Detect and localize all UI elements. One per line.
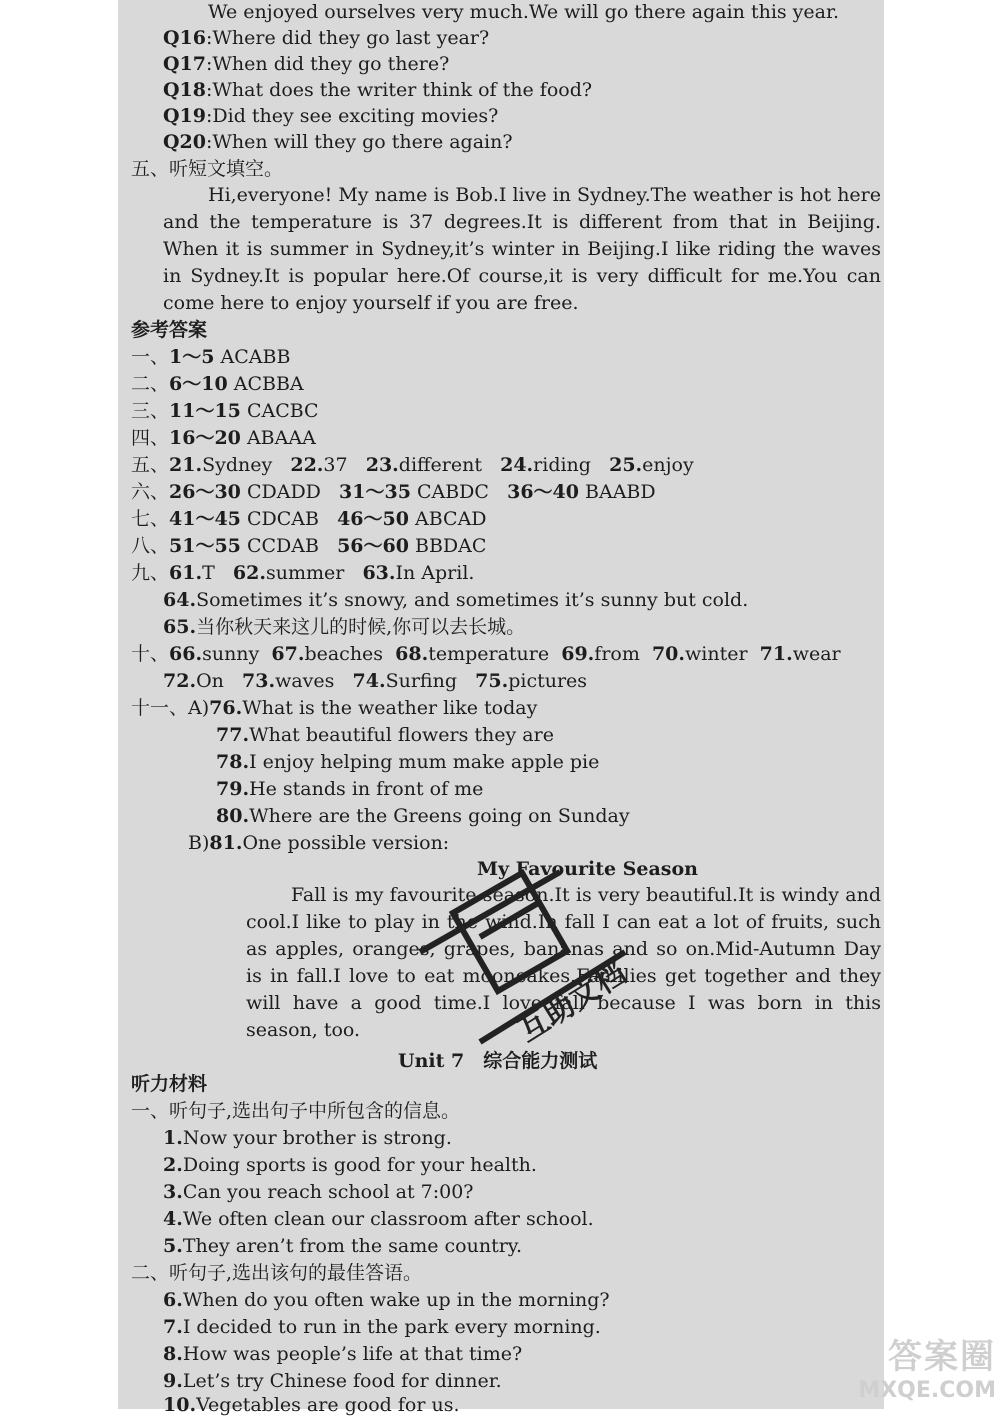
answer-row: 79.He stands in front of me (216, 778, 484, 800)
section-heading: 一、听句子,选出句子中所包含的信息。 (131, 1100, 461, 1122)
listening-heading: 听力材料 (131, 1073, 208, 1095)
sentence-item: 9.Let’s try Chinese food for dinner. (163, 1370, 502, 1392)
answer-row: 十、66.sunny 67.beaches 68.temperature 69.from 70.winter 71.wear (131, 643, 841, 665)
site-logo (858, 1329, 996, 1403)
logo-text: 答案圈 (888, 1337, 996, 1377)
sentence-item: 10.Vegetables are good for us. (163, 1394, 460, 1416)
unit-title: Unit 7 综合能力测试 (398, 1050, 598, 1072)
svg-text:互助文档: 互助文档 (512, 955, 633, 1050)
question-line: Q17:When did they go there? (163, 53, 450, 75)
listening-passage: Hi,everyone! My name is Bob.I live in Sydney.The weather is hot here and the temperature is 37 degrees.It is different from that in Beijing. When it is summer in Sydney,it’s winter in Beijing.I like riding the waves in Sydney.It is popular here.Of course,it is very difficult for me.You can come here to enjoy yourself if you are free. (163, 184, 881, 314)
question-line: Q18:What does the writer think of the food? (163, 79, 593, 101)
answer-row: 72.On 73.waves 74.Surfing 75.pictures (163, 670, 588, 692)
answer-row: 二、6～10 ACBBA (131, 373, 304, 395)
answer-row: 78.I enjoy helping mum make apple pie (216, 751, 600, 773)
sentence-item: 2.Doing sports is good for your health. (163, 1154, 537, 1176)
answer-row: 九、61.T 62.summer 63.In April. (131, 562, 475, 584)
question-line: Q16:Where did they go last year? (163, 27, 490, 49)
answer-row: 八、51～55 CCDAB 56～60 BBDAC (131, 535, 487, 557)
essay-title: My Favourite Season (477, 858, 698, 880)
sentence-item: 7.I decided to run in the park every morning. (163, 1316, 601, 1338)
intro-line: We enjoyed ourselves very much.We will go there again this year. (208, 1, 840, 23)
logo-url: MXQE.COM (858, 1378, 996, 1403)
answer-row: 七、41～45 CDCAB 46～50 ABCAD (131, 508, 487, 530)
sentence-item: 3.Can you reach school at 7:00? (163, 1181, 474, 1203)
answer-row: 四、16～20 ABAAA (131, 427, 316, 449)
answer-row: 五、21.Sydney 22.37 23.different 24.riding 25.enjoy (131, 454, 694, 476)
sentence-item: 6.When do you often wake up in the morning? (163, 1289, 610, 1311)
question-line: Q19:Did they see exciting movies? (163, 105, 499, 127)
stamp-watermark (410, 832, 660, 1052)
question-line: Q20:When will they go there again? (163, 131, 513, 153)
answer-row: 十一、A)76.What is the weather like today (131, 697, 538, 719)
answer-row: 三、11～15 CACBC (131, 400, 319, 422)
answer-row: 77.What beautiful flowers they are (216, 724, 554, 746)
answer-row: 65.当你秋天来这儿的时候,你可以去长城。 (163, 616, 526, 638)
answer-row: 64.Sometimes it’s snowy, and sometimes it’s sunny but cold. (163, 589, 749, 611)
sentence-item: 8.How was people’s life at that time? (163, 1343, 523, 1365)
sentence-item: 4.We often clean our classroom after school. (163, 1208, 594, 1230)
section-heading: 五、听短文填空。 (131, 158, 284, 180)
essay-body: Fall is my favourite season.It is very beautiful.It is windy and cool.I like to play in the wind.In fall I can eat a lot of fruits, such as apples, oranges, grapes, bananas and so on.Mid-Autumn Day is in fall.I love to eat mooncakes.Families get together and they will have a good time.I love fall because I was born in this season, too. (246, 884, 881, 1041)
answer-row: 一、1～5 ACABB (131, 346, 291, 368)
section-heading: 二、听句子,选出该句的最佳答语。 (131, 1262, 423, 1284)
sentence-item: 1.Now your brother is strong. (163, 1127, 452, 1149)
sentence-item: 5.They aren’t from the same country. (163, 1235, 523, 1257)
answer-row: 六、26～30 CDADD 31～35 CABDC 36～40 BAABD (131, 481, 656, 503)
answer-row: B)81.One possible version: (188, 832, 450, 854)
answer-row: 80.Where are the Greens going on Sunday (216, 805, 630, 827)
answers-heading: 参考答案 (131, 319, 208, 341)
